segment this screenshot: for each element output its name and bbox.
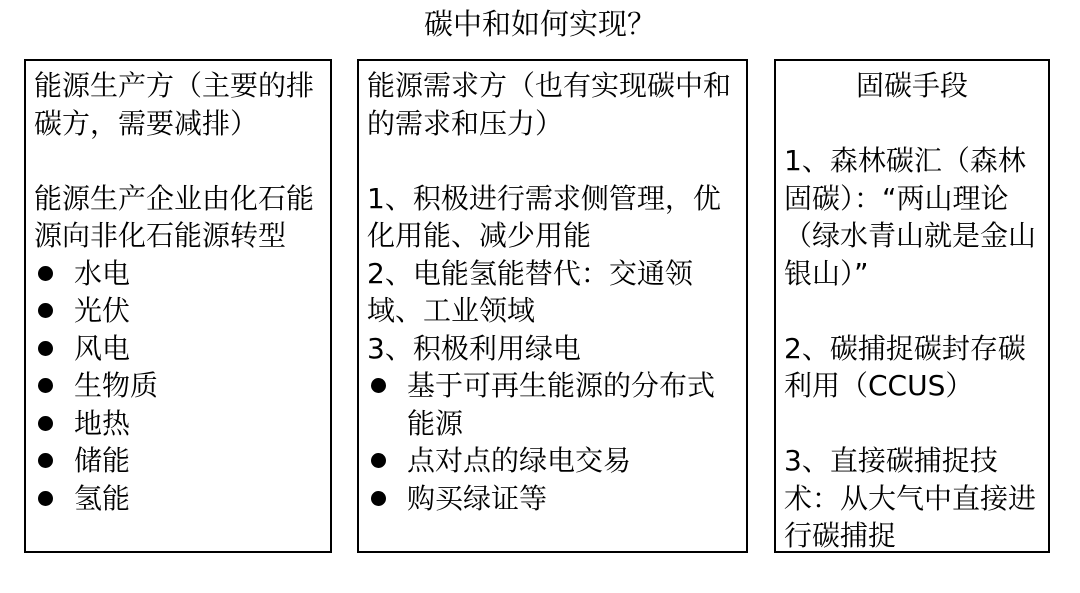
energy-producer-bullet-list [34,255,322,518]
bullet-item [34,367,322,405]
bullet-dot-icon [38,378,53,393]
bullet-dot-icon [38,453,53,468]
bullet-text: 氢能 [74,481,131,515]
energy-demand-box [357,59,748,553]
bullet-dot-icon [371,378,386,393]
bullet-dot-icon [371,453,386,468]
bullet-item [34,405,322,443]
bullet-item [34,442,322,480]
bullet-text: 储能 [74,444,131,477]
fixation-item: 1、森林碳汇（森林固碳）：“两山理论（绿水青山就是金山银山）” [784,144,1037,290]
fixation-item: 2、碳捕捉碳封存碳利用（CCUS） [784,331,1026,402]
spacer [784,292,1040,330]
bullet-dot-icon [38,303,53,318]
bullet-dot-icon [38,416,53,431]
bullet-item [34,330,322,368]
fixation-item: 3、直接碳捕捉技术：从大气中直接进行碳捕捉 [784,444,1037,552]
bullet-item [34,255,322,293]
carbon-fixation-heading: 固碳手段 [855,69,968,102]
bullet-item [34,480,322,518]
bullet-dot-icon [371,491,386,506]
energy-producer-description: 能源生产企业由化石能源向非化石能源转型 [34,181,315,252]
demand-item: 1、积极进行需求侧管理，优化用能、减少用能 [367,181,721,252]
bullet-text: 地热 [74,406,131,440]
bullet-item [367,367,738,442]
bullet-item [34,292,322,330]
bullet-dot-icon [38,266,53,281]
bullet-dot-icon [38,491,53,506]
spacer [784,105,1040,143]
demand-item: 2、电能氢能替代：交通领域、工业领域 [367,256,693,327]
bullet-text: 点对点的绿电交易 [407,444,632,477]
energy-demand-bullet-list [367,367,738,517]
energy-producer-box [24,59,332,553]
spacer [34,142,322,180]
bullet-text: 生物质 [74,369,159,402]
bullet-text: 光伏 [74,294,131,327]
diagram-title: 碳中和如何实现？ [423,7,656,41]
energy-demand-heading: 能源需求方（也有实现碳中和的需求和压力） [367,69,732,140]
spacer [367,142,738,180]
spacer [784,405,1040,443]
bullet-item [367,442,738,480]
bullet-text: 风电 [74,331,131,365]
bullet-text: 基于可再生能源的分布式能源 [407,369,716,440]
bullet-text: 购买绿证等 [407,481,548,515]
energy-producer-heading: 能源生产方（主要的排碳方，需要减排） [34,69,315,140]
demand-item: 3、积极利用绿电 [367,331,581,365]
bullet-dot-icon [38,341,53,356]
bullet-item [367,480,738,518]
bullet-text: 水电 [74,256,131,290]
carbon-fixation-box [774,59,1050,553]
